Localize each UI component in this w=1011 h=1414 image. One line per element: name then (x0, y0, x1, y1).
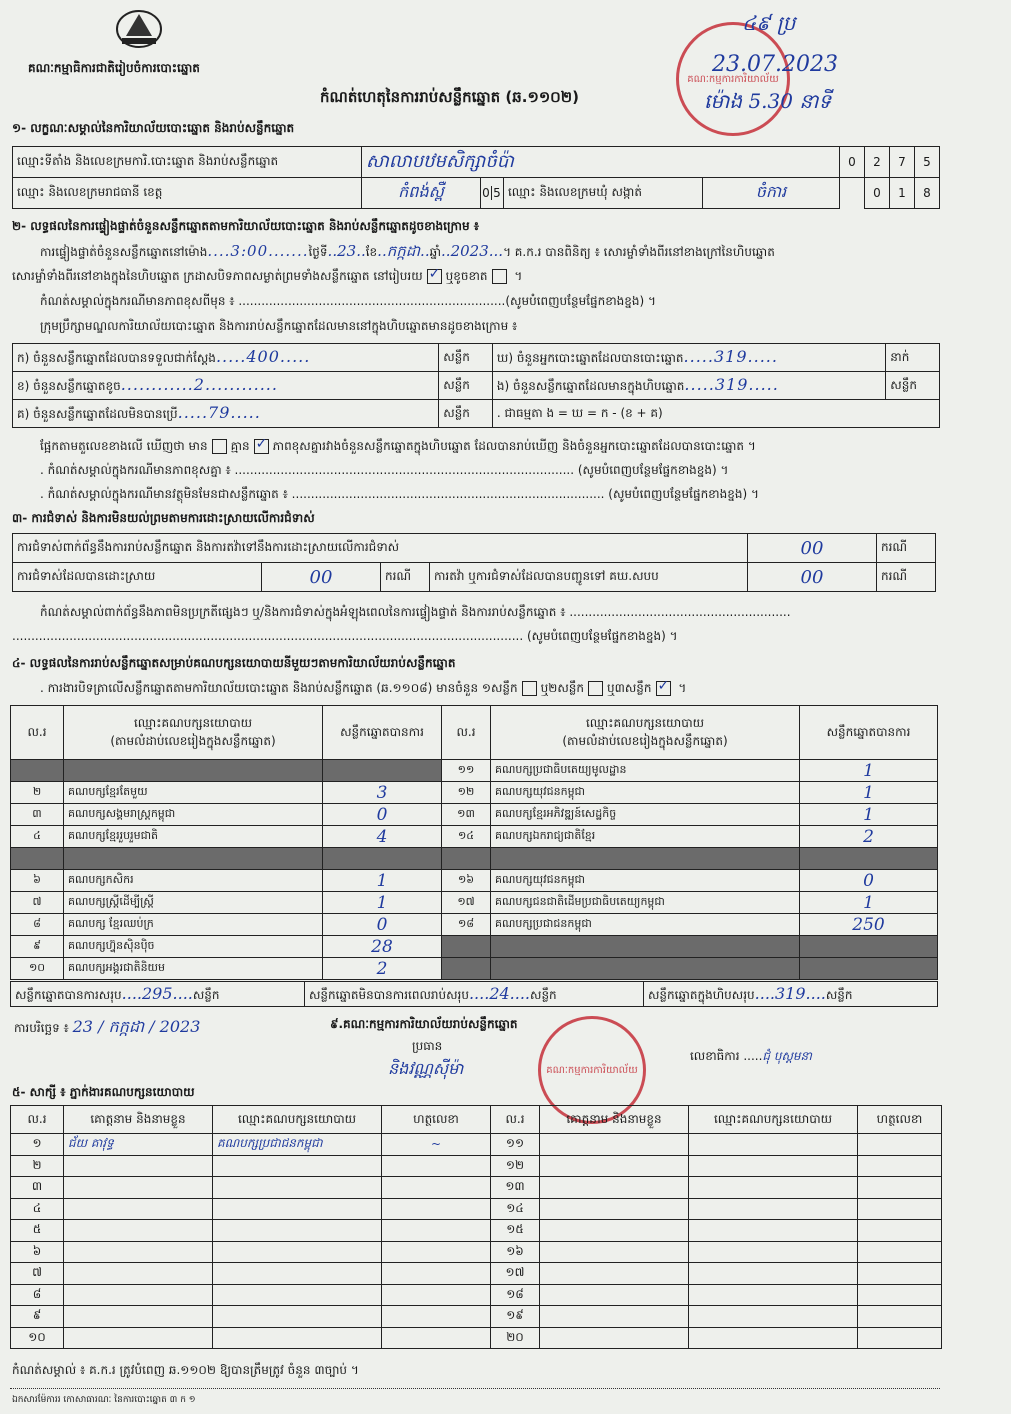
witness-cell (540, 1198, 689, 1220)
witness-cell (858, 1220, 942, 1242)
party-cell: គណបក្សកសិករ (64, 870, 323, 892)
witness-cell (64, 1327, 213, 1349)
party-cell: 1 (800, 804, 938, 826)
office-code-1: 0 (840, 147, 865, 178)
party-cell: គណបក្សខ្មែររួបរួមជាតិ (64, 826, 323, 848)
witness-cell (382, 1327, 491, 1349)
witness-cell: ១០ (11, 1327, 64, 1349)
page-title: កំណត់ហេតុនៃការរាប់សន្លឹកឆ្នោត (ឆ.១១០២) (320, 88, 580, 106)
chair-label: ប្រធាន (412, 1039, 443, 1053)
office-label: ឈ្មោះទីតាំង និងលេខក្រមការិ.បោះឆ្នោត និងរាប់សន្លឹកឆ្នោត (13, 147, 362, 178)
witness-cell (689, 1198, 858, 1220)
witness-cell (382, 1177, 491, 1199)
irregularity-note: កំណត់សម្គាល់ពាក់ព័ន្ធនឹងភាពមិនប្រក្រតីផ្សេងៗ ឬ/និងការជំទាស់ក្នុងអំឡុងពេលនៃការផ្ទៀងផ្ទាត់ និងការរាប់សន្លឹកឆ្នោត ៖ .......................................................... (40, 605, 791, 619)
chair-signature: និងវណ្ណសុីម៉ា (388, 1059, 464, 1078)
party-cell: គណបក្សយុវជនកម្ពុជា (491, 782, 800, 804)
witness-cell (540, 1284, 689, 1306)
witness-cell (540, 1177, 689, 1199)
count-intro: ក្រុមប្រឹក្សាមណ្ឌលការិយាល័យបោះឆ្នោត និងការរាប់សន្លឹកឆ្នោតដែលមាននៅក្នុងហិបឆ្នោតមានដូចខាងក្រោម ៖ (40, 319, 518, 333)
commune-code-3: 8 (915, 178, 940, 209)
witness-cell (540, 1263, 689, 1285)
witness-cell: ~ (382, 1134, 491, 1156)
party-cell: ៤ (11, 826, 64, 848)
ballot-count-table: ក) ចំនួនសន្លឹកឆ្នោតដែលបានទទួលជាក់ស្តែង.....400..... សន្លឹក ឃ) ចំនួនអ្នកបោះឆ្នោតដែលបានបោះឆ្នោត.....319..... នាក់ ខ) ចំនួនសន្លឹកឆ្នោតខូច............2............ សន្លឹក ង) ចំនួនសន្លឹកឆ្នោតដែលមានក្នុងហិបឆ្នោត.....319..... សន្លឹក គ) ចំនួនសន្លឹកឆ្នោតដែលមិនបានប្រើ.....79..... សន្លឹក . ជាធម្មតា ង = ឃ = ក - (ខ + គ) (12, 343, 940, 428)
section1-table (12, 146, 940, 209)
party-row (11, 958, 938, 980)
witness-cell: ៨ (11, 1284, 64, 1306)
party-cell (323, 760, 442, 782)
witness-cell (382, 1263, 491, 1285)
witness-cell (213, 1284, 382, 1306)
witness-cell: ១៧ (491, 1263, 540, 1285)
witness-cell (858, 1284, 942, 1306)
witness-cell (858, 1263, 942, 1285)
witness-cell (382, 1220, 491, 1242)
party-results-table: ល.រ ឈ្មោះគណបក្សនយោបាយ (តាមលំដាប់លេខរៀងក្នុងសន្លឹកឆ្នោត) សន្លឹកឆ្នោតបានការ ល.រ ឈ្មោះគណបក្សនយោបាយ (តាមលំដាប់លេខរៀងក្នុងសន្លឹកឆ្នោត) សន្លឹកឆ្នោតបានការ ១១ គណបក្សប្រជាធិបតេយ្យមូលដ្ឋាន 1 ២ គណបក្សខ្មែរតែមួយ 3 ១២ គណបក្សយុវជនកម្ពុជា 1 ៣ គណបក្សសង្គមរាស្ត្រកម្ពុជា 0 ១៣ គណបក្សខ្មែរអភិវឌ្ឍន៍សេដ្ឋកិច្ច 1 ៤ គណបក្សខ្មែររួបរួមជាតិ 4 ១៤ គណបក្សឯករាជ្យជាតិខ្មែរ 2 ៦ គណបក្សកសិករ 1 ១៦ គណបក្សយុវជនកម្ពុជា 0 ៧ គណបក្សស្ត្រីដើម្បីស្ត្រី 1 ១៧ គណបក្សជនជាតិដើមប្រជាធិបតេយ្យកម្ពុជា 1 ៨ គណបក្ស ខ្មែរឈប់ក្រ 0 ១៨ គណបក្សប្រជាជនកម្ពុជា 250 ៩ គណបក្សហ្វ៊ុនស៊ិនប៉ិច 28 ១០ គណបក្សអង្គរជាតិនិយម 2 (10, 705, 938, 980)
party-cell (64, 760, 323, 782)
party-row (11, 826, 938, 848)
party-cell (491, 936, 800, 958)
seal-sheet-line: . ការងារបិទត្រាលើសន្លឹកឆ្នោតតាមការិយាល័យបោះឆ្នោត និងរាប់សន្លឹកឆ្នោត (ឆ.១១០៨) មានចំនួន ១សន្លឹក ឬ២សន្លឹក ឬ៣សន្លឹក✓ ។ (40, 680, 686, 698)
party-cell (11, 760, 64, 782)
province-value: កំពង់ស្ពឺ (362, 178, 481, 209)
witness-row (11, 1134, 942, 1156)
party-cell: គណបក្សយុវជនកម្ពុជា (491, 870, 800, 892)
authority-name: គណៈកម្មាធិការជាតិរៀបចំការបោះឆ្នោត (28, 61, 200, 75)
witness-cell (689, 1284, 858, 1306)
witness-row (11, 1306, 942, 1328)
party-cell (491, 958, 800, 980)
party-cell: គណបក្ស ខ្មែរឈប់ក្រ (64, 914, 323, 936)
party-cell: 4 (323, 826, 442, 848)
witness-cell (64, 1284, 213, 1306)
party-cell: 1 (800, 760, 938, 782)
witness-cell: ១១ (491, 1134, 540, 1156)
party-cell: គណបក្សឯករាជ្យជាតិខ្មែរ (491, 826, 800, 848)
party-cell: គណបក្សសង្គមរាស្ត្រកម្ពុជា (64, 804, 323, 826)
witness-cell: ជ័យ គាវុទ្ធ (64, 1134, 213, 1156)
received-date: 23.07.2023 (712, 52, 838, 77)
official-stamp-top: គណៈកម្មការការិយាល័យ (676, 22, 790, 136)
witness-cell: ១៦ (491, 1241, 540, 1263)
witness-cell (64, 1263, 213, 1285)
witness-cell (213, 1306, 382, 1328)
party-cell: ៣ (11, 804, 64, 826)
witness-cell (213, 1263, 382, 1285)
discrepancy-note: . កំណត់សម្គាល់ក្នុងករណីមានភាពខុសគ្នា ៖ ......................................................................................... (សូមបំពេញបន្ថែមផ្នែកខាងខ្នង) ។ (40, 463, 729, 477)
party-cell: ១៣ (442, 804, 491, 826)
witness-row (11, 1198, 942, 1220)
witness-row (11, 1220, 942, 1242)
difference-note: កំណត់សម្គាល់ក្នុងករណីមានភាពខុសពីមុន ៖ ......................................................................(សូមបំពេញបន្ថែមផ្នែកខាងខ្នង) ។ (40, 294, 656, 308)
footer-note: កំណត់សម្គាល់ ៖ គ.ក.រ ត្រូវបំពេញ ឆ.១១០២ ឱ្យបានត្រឹមត្រូវ ចំនួន ៣ច្បាប់ ។ (12, 1363, 359, 1377)
commune-value: ចំការ (703, 178, 840, 209)
party-cell: 2 (800, 826, 938, 848)
foreign-object-note: . កំណត់សម្គាល់ក្នុងករណីមានវត្ថុមិនមែនជាសន្លឹកឆ្នោត ៖ .................................................................................. (សូមបំពេញបន្ថែមផ្នែកខាងខ្នង) ។ (40, 487, 759, 501)
party-cell: ១០ (11, 958, 64, 980)
party-row (11, 936, 938, 958)
section2-heading: ២- លទ្ធផលនៃការផ្ទៀងផ្ទាត់ចំនួនសន្លឹកឆ្នោតតាមការិយាល័យបោះឆ្នោត និងរាប់សន្លឹកឆ្នោតដូចខាងក្រោម ៖ (12, 219, 480, 233)
witness-cell (64, 1241, 213, 1263)
witness-cell (689, 1155, 858, 1177)
party-row (11, 870, 938, 892)
section3-heading: ៣- ការជំទាស់ និងការមិនយល់ព្រមតាមការដោះស្រាយលើការជំទាស់ (12, 511, 315, 525)
witness-cell (689, 1134, 858, 1156)
one-sheet-checkbox[interactable] (522, 681, 537, 696)
verification-line: ការផ្ទៀងផ្ទាត់ចំនួនសន្លឹកឆ្នោតនៅម៉ោង....3:00.......ថ្ងៃទី..23..ខែ..កក្កដា..ឆ្នាំ..2023...។ គ.ក.រ បានពិនិត្យ ៖ សោរម្ចាំទាំងពីរនៅខាងក្រៅនៃហិបឆ្នោត (40, 242, 775, 260)
party-cell (800, 936, 938, 958)
party-cell: ១៤ (442, 826, 491, 848)
party-cell (64, 848, 323, 870)
party-cell (323, 848, 442, 870)
office-value: សាលាបឋមសិក្សាចំប៉ា (362, 147, 840, 178)
date-line: ការបរិច្ឆេទ ៖ 23 / កក្កដា / 2023 (14, 1017, 201, 1036)
party-row (11, 892, 938, 914)
witness-cell (64, 1198, 213, 1220)
witness-cell: ១ (11, 1134, 64, 1156)
witness-cell (858, 1177, 942, 1199)
party-cell: គណបក្សប្រជាធិបតេយ្យមូលដ្ឋាន (491, 760, 800, 782)
party-cell: 1 (800, 892, 938, 914)
witness-cell (858, 1198, 942, 1220)
witness-cell (689, 1327, 858, 1349)
office-code-2: 2 (865, 147, 890, 178)
witness-cell: ១២ (491, 1155, 540, 1177)
witness-cell (382, 1241, 491, 1263)
witness-table: ល.រ គោត្តនាម និងនាមខ្លួន ឈ្មោះគណបក្សនយោបាយ ហត្ថលេខា ល.រ គោត្តនាម និងនាមខ្លួន ឈ្មោះគណបក្សនយោបាយ ហត្ថលេខា ១ ជ័យ គាវុទ្ធ គណបក្សប្រជាជនកម្ពុជា ~ ១១ ២ ១២ ៣ ១៣ ៤ ១៤ ៥ ១៥ ៦ ១៦ ៧ ១៧ ៨ ១៨ ៩ ១៩ ១០ ២០ (10, 1105, 942, 1349)
party-cell: គណបក្សប្រជាជនកម្ពុជា (491, 914, 800, 936)
received-time: ម៉ោង 5.30 នាទី (704, 89, 832, 113)
intact-checkbox[interactable] (427, 269, 442, 284)
party-cell: 0 (323, 804, 442, 826)
party-cell (11, 848, 64, 870)
party-cell: គណបក្សខ្មែរតែមួយ (64, 782, 323, 804)
witness-cell (540, 1327, 689, 1349)
witness-cell (858, 1155, 942, 1177)
witness-cell: ២ (11, 1155, 64, 1177)
witness-cell: ៩ (11, 1306, 64, 1328)
section1-heading: ១- លក្ខណៈសម្គាល់នៃការិយាល័យបោះឆ្នោត និងរាប់សន្លឹកឆ្នោត (12, 121, 295, 135)
witness-cell (858, 1134, 942, 1156)
witness-cell (689, 1263, 858, 1285)
office-code-4: 5 (915, 147, 940, 178)
party-cell: 28 (323, 936, 442, 958)
witness-cell: ២០ (491, 1327, 540, 1349)
no-discrepancy-checkbox[interactable] (254, 439, 269, 454)
commune-code-2: 1 (890, 178, 915, 209)
totals-table: សន្លឹកឆ្នោតបានការសរុប....295....សន្លឹក សន្លឹកឆ្នោតមិនបានការពេលរាប់សរុប....24....សន្លឹក សន្លឹកឆ្នោតក្នុងហិបសរុប....319....សន្លឹក (10, 981, 938, 1007)
party-cell: គណបក្សខ្មែរអភិវឌ្ឍន៍សេដ្ឋកិច្ច (491, 804, 800, 826)
discrepancy-line: ផ្អែកតាមតួលេខខាងលើ ឃើញថា មាន គ្មាន✓ ភាពខុសគ្នារវាងចំនួនសន្លឹកឆ្នោតក្នុងហិបឆ្នោត ដែលបានរាប់ឃើញ និងចំនួនអ្នកបោះឆ្នោតដែលបានបោះឆ្នោត ។ (40, 438, 756, 456)
party-cell: 0 (323, 914, 442, 936)
witness-cell: ៥ (11, 1220, 64, 1242)
damaged-checkbox[interactable] (492, 269, 507, 284)
printer-line: ឯកសារម៉ែការរ កោសាធារណៈ នៃការបោះឆ្នោត ៣ ក ១ (12, 1395, 196, 1405)
party-cell (491, 848, 800, 870)
witness-cell (689, 1241, 858, 1263)
witness-cell (858, 1241, 942, 1263)
party-cell: 1 (323, 870, 442, 892)
has-discrepancy-checkbox[interactable] (212, 439, 227, 454)
witness-row (11, 1284, 942, 1306)
party-row (11, 848, 938, 870)
seal-check-line: សោរម្ចាំទាំងពីរនៅខាងក្នុងនៃហិបឆ្នោត ក្រដាសបិទភាពសម្ងាត់ព្រមទាំងសន្លឹកឆ្នោត នៅរៀបរយ✓ ឬខូចខាត ។ (12, 268, 522, 286)
witness-row (11, 1155, 942, 1177)
witness-row (11, 1263, 942, 1285)
committee-label: ៩.គណៈកម្មការការិយាល័យរាប់សន្លឹកឆ្នោត (330, 1017, 518, 1031)
witness-cell (540, 1241, 689, 1263)
province-code-2: 5 (491, 186, 502, 200)
witness-cell: ១៨ (491, 1284, 540, 1306)
party-cell: ៨ (11, 914, 64, 936)
party-cell: ១៧ (442, 892, 491, 914)
witness-cell (689, 1306, 858, 1328)
party-cell: គណបក្សជនជាតិដើមប្រជាធិបតេយ្យកម្ពុជា (491, 892, 800, 914)
party-cell: ៧ (11, 892, 64, 914)
party-cell: ១៦ (442, 870, 491, 892)
party-cell (442, 848, 491, 870)
emblem-icon (108, 6, 170, 52)
party-row (11, 914, 938, 936)
witness-cell: ៧ (11, 1263, 64, 1285)
footer-rule (10, 1388, 940, 1389)
party-cell: ៦ (11, 870, 64, 892)
party-cell: 2 (323, 958, 442, 980)
witness-cell (540, 1155, 689, 1177)
witness-cell: ១៤ (491, 1198, 540, 1220)
two-sheet-checkbox[interactable] (588, 681, 603, 696)
commune-label: ឈ្មោះ និងលេខក្រមឃុំ សង្កាត់ (504, 178, 703, 209)
party-cell (800, 958, 938, 980)
party-cell (442, 936, 491, 958)
witness-cell (213, 1177, 382, 1199)
witness-cell (540, 1306, 689, 1328)
party-row (11, 760, 938, 782)
witness-cell (689, 1220, 858, 1242)
witness-cell (858, 1327, 942, 1349)
witness-cell (64, 1220, 213, 1242)
party-cell: គណបក្សអង្គរជាតិនិយម (64, 958, 323, 980)
witness-cell (213, 1327, 382, 1349)
party-cell: គណបក្សហ្វ៊ុនស៊ិនប៉ិច (64, 936, 323, 958)
section4-heading: ៤- លទ្ធផលនៃការរាប់សន្លឹកឆ្នោតសម្រាប់គណបក្សនយោបាយនីមួយៗតាមការិយាល័យរាប់សន្លឹកឆ្នោត (12, 656, 456, 670)
witness-cell (382, 1306, 491, 1328)
party-cell: 1 (800, 782, 938, 804)
witness-cell: គណបក្សប្រជាជនកម្ពុជា (213, 1134, 382, 1156)
party-cell: 0 (800, 870, 938, 892)
witness-cell: ១៣ (491, 1177, 540, 1199)
party-cell: ១៨ (442, 914, 491, 936)
party-cell: 3 (323, 782, 442, 804)
witness-cell: ១៩ (491, 1306, 540, 1328)
party-row (11, 804, 938, 826)
witness-cell (689, 1177, 858, 1199)
witness-cell (858, 1306, 942, 1328)
witness-cell (540, 1220, 689, 1242)
received-number: ៤៩ ប្រ (742, 11, 796, 35)
party-cell: 1 (323, 892, 442, 914)
party-cell: ៩ (11, 936, 64, 958)
section5-heading: ៥- សាក្សី ៖ ភ្នាក់ងារគណបក្សនយោបាយ (12, 1085, 195, 1099)
official-stamp-bottom: គណៈកម្មការការិយាល័យ (538, 1016, 646, 1124)
party-row (11, 782, 938, 804)
witness-cell (382, 1198, 491, 1220)
witness-row (11, 1177, 942, 1199)
witness-cell: ៤ (11, 1198, 64, 1220)
party-cell (800, 848, 938, 870)
witness-cell: ១៥ (491, 1220, 540, 1242)
witness-cell: ៦ (11, 1241, 64, 1263)
witness-cell (213, 1220, 382, 1242)
witness-cell (64, 1177, 213, 1199)
secretary-label: លេខាធិការ .....ជុំ បុស្តមនា (690, 1049, 812, 1063)
party-cell: គណបក្សស្ត្រីដើម្បីស្ត្រី (64, 892, 323, 914)
province-code-1: 0 (482, 186, 490, 200)
witness-cell (213, 1155, 382, 1177)
irregularity-note-tail: ...................................................................................................................................... (សូមបំពេញបន្ថែមផ្នែកខាងខ្នង) ។ (12, 629, 678, 643)
party-cell (442, 958, 491, 980)
witness-cell (64, 1306, 213, 1328)
party-cell: 250 (800, 914, 938, 936)
party-cell: ១២ (442, 782, 491, 804)
witness-row (11, 1327, 942, 1349)
witness-cell (213, 1241, 382, 1263)
party-cell: ១១ (442, 760, 491, 782)
office-code-3: 7 (890, 147, 915, 178)
witness-cell: ៣ (11, 1177, 64, 1199)
witness-cell (213, 1198, 382, 1220)
witness-cell (382, 1284, 491, 1306)
complaints-table: ការជំទាស់ពាក់ព័ន្ធនឹងការរាប់សន្លឹកឆ្នោត និងការតវ៉ាទៅនឹងការដោះស្រាយលើការជំទាស់ 00 ករណី ការជំទាស់ដែលបានដោះស្រាយ 00 ករណី ការតវ៉ា ឬការជំទាស់ដែលបានបញ្ជូនទៅ គឃ.សបប 00 ករណី (12, 533, 936, 592)
witness-row (11, 1241, 942, 1263)
witness-cell (382, 1155, 491, 1177)
witness-cell (540, 1134, 689, 1156)
commune-code-1: 0 (865, 178, 890, 209)
witness-cell (64, 1155, 213, 1177)
three-sheet-checkbox[interactable] (656, 681, 671, 696)
province-label: ឈ្មោះ និងលេខក្រមរាជធានី ខេត្ត (13, 178, 362, 209)
party-cell: ២ (11, 782, 64, 804)
